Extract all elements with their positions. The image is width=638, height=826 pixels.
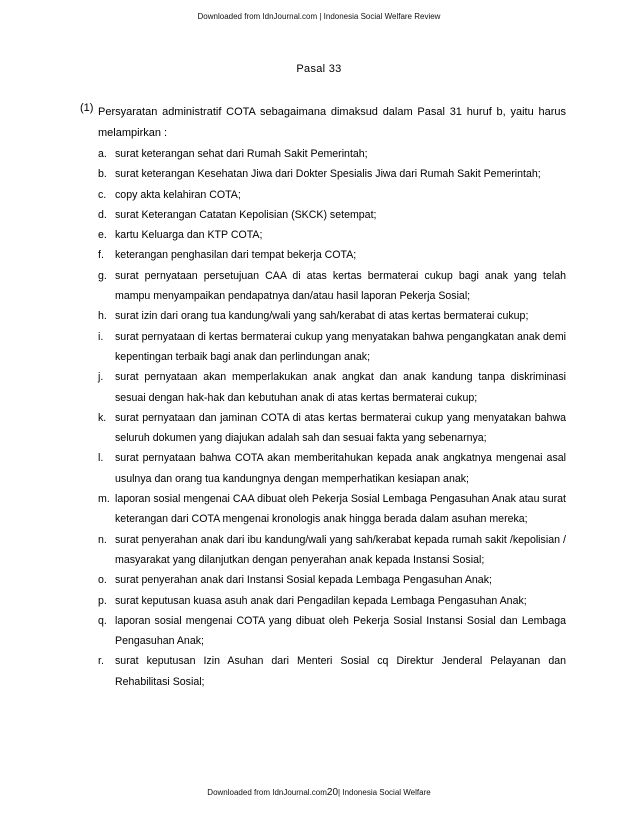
page-footer — [0, 787, 638, 798]
list-item-text: surat pernyataan persetujuan CAA di atas kertas bermaterai cukup bagi anak yang telah mampu menyampaikan pendapatnya dan/atau hasil laporan Pekerja Sosial; — [115, 269, 566, 303]
list-item-label: a. — [98, 148, 107, 160]
list-item — [98, 327, 566, 368]
list-item — [98, 245, 566, 265]
list-item-label: l. — [98, 452, 104, 465]
page-header: Downloaded from IdnJournal.com | Indonesia Social Welfare Review — [197, 12, 441, 21]
list-item-label: g. — [98, 269, 107, 282]
list-item — [98, 205, 566, 225]
list-item — [98, 651, 566, 692]
list-item-text: kartu Keluarga dan KTP COTA; — [115, 229, 263, 242]
list-item-text: surat penyerahan anak dari ibu kandung/wali yang sah/kerabat kepada rumah sakit /kepolisian / masyarakat yang dilanjutkan dengan penyerahan anak kepada Instansi Sosial; — [115, 533, 566, 566]
list-item-label: n. — [98, 533, 107, 546]
list-item-label: q. — [98, 614, 107, 627]
list-item-label: p. — [98, 594, 107, 607]
list-item-label: k. — [98, 411, 107, 424]
list-item — [98, 489, 566, 530]
list-item-label: o. — [98, 574, 107, 587]
article-title: Pasal 33 — [296, 63, 342, 75]
list-item-text: laporan sosial mengenai CAA dibuat oleh Pekerja Sosial Lembaga Pengasuhan Anak atau surat keterangan dari COTA mengenai kronologis anak hingga berada dalam asuhan mereka; — [115, 493, 566, 526]
list-item — [98, 306, 566, 326]
footer-journal: | Indonesia Social Welfare — [338, 788, 431, 797]
list-item — [98, 591, 566, 611]
list-item-label: e. — [98, 229, 107, 242]
list-item — [98, 225, 566, 245]
list-item-text: surat Keterangan Catatan Kepolisian (SKCK) setempat; — [115, 208, 377, 221]
list-item-text: copy akta kelahiran COTA; — [115, 188, 241, 201]
list-item — [98, 611, 566, 652]
footer-source: Downloaded from IdnJournal.com — [207, 788, 327, 797]
list-item — [98, 530, 566, 571]
paragraph-intro: Persyaratan administratif COTA sebagaimana dimaksud dalam Pasal 31 huruf b, yaitu harus melampirkan : — [98, 106, 566, 139]
list-item — [98, 185, 566, 205]
list-item-label: m. — [98, 493, 110, 506]
list-item-text: surat keterangan sehat dari Rumah Sakit Pemerintah; — [115, 148, 368, 160]
list-item-label: b. — [98, 168, 107, 181]
list-item-label: h. — [98, 310, 107, 323]
list-item-text: keterangan penghasilan dari tempat bekerja COTA; — [115, 249, 357, 262]
list-item — [98, 144, 566, 164]
list-item-text: surat pernyataan bahwa COTA akan memberitahukan kepada anak angkatnya mengenai asal usulnya dan orang tua kandungnya dengan memperhatikan kesiapan anak; — [115, 452, 566, 485]
list-item — [98, 408, 566, 449]
list-item-text: surat pernyataan di kertas bermaterai cukup yang menyatakan bahwa pengangkatan anak demi kepentingan terbaik bagi anak dan perlindungan anak; — [115, 330, 566, 363]
list-item-text: surat pernyataan dan jaminan COTA di atas kertas bermaterai cukup yang menyatakan bahwa seluruh dokumen yang diajukan adalah sah dan sesuai fakta yang sebenarnya; — [115, 411, 566, 445]
list-item-label: i. — [98, 330, 104, 343]
list-item-label: f. — [98, 249, 104, 262]
list-item-label: d. — [98, 208, 107, 221]
requirements-list — [98, 144, 566, 692]
list-item-text: surat penyerahan anak dari Instansi Sosial kepada Lembaga Pengasuhan Anak; — [115, 574, 492, 587]
list-item-text: surat keputusan kuasa asuh anak dari Pengadilan kepada Lembaga Pengasuhan Anak; — [115, 594, 527, 607]
list-item — [98, 164, 566, 184]
list-item — [98, 266, 566, 307]
list-item-label: c. — [98, 188, 107, 201]
list-item — [98, 570, 566, 590]
list-item-label: r. — [98, 655, 104, 668]
paragraph-number: (1) — [80, 102, 94, 114]
list-item-text: laporan sosial mengenai COTA yang dibuat oleh Pekerja Sosial Instansi Sosial dan Lembaga Pengasuhan Anak; — [115, 614, 566, 648]
page-number: 20 — [326, 787, 339, 798]
list-item-text: surat izin dari orang tua kandung/wali yang sah/kerabat di atas kertas bermaterai cukup; — [115, 310, 529, 323]
list-item-text: surat keputusan Izin Asuhan dari Menteri Sosial cq Direktur Jenderal Pelayanan dan Rehabilitasi Sosial; — [115, 655, 566, 688]
list-item-text: surat pernyataan akan memperlakukan anak angkat dan anak kandung tanpa diskriminasi sesuai dengan hak-hak dan kebutuhan anak di atas kertas bermaterai cukup; — [115, 371, 566, 404]
list-item — [98, 367, 566, 408]
list-item-text: surat keterangan Kesehatan Jiwa dari Dokter Spesialis Jiwa dari Rumah Sakit Pemerintah; — [115, 168, 541, 181]
list-item-label: j. — [98, 371, 104, 384]
list-item — [98, 448, 566, 489]
